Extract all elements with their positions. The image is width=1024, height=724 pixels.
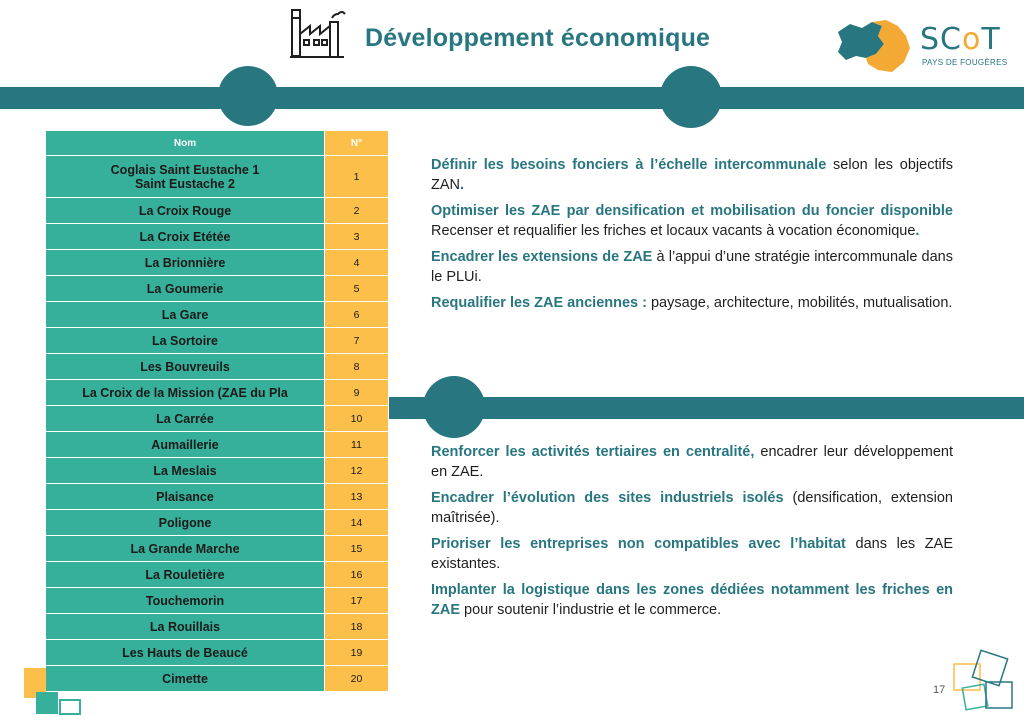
objective-heading: Renforcer les activités tertiaires en centralité,: [431, 444, 755, 460]
objective-paragraph: [431, 534, 953, 574]
objective-paragraph: [431, 442, 953, 482]
row-name: Les Hauts de Beaucé: [46, 640, 325, 666]
column-header-name: Nom: [46, 131, 325, 156]
decorative-squares-right: [948, 646, 1024, 722]
row-name: Plaisance: [46, 484, 325, 510]
logo-wordmark-prefix: SC: [920, 22, 962, 57]
band-circle-right: [660, 66, 722, 128]
factory-icon: [288, 6, 346, 60]
row-number: 6: [325, 302, 389, 328]
table-row: [46, 250, 389, 276]
row-name: Touchemorin: [46, 588, 325, 614]
objective-paragraph: [431, 201, 953, 241]
objective-heading: Encadrer l’évolution des sites industriels isolés: [431, 490, 784, 506]
territory-map-icon: [832, 18, 914, 76]
section-2-text: [431, 442, 953, 626]
table-row: [46, 224, 389, 250]
objective-text: à l’appui d’une stratégie intercommunale dans le PLUi.: [431, 249, 953, 285]
objective-text: (densification, extension maîtrisée).: [431, 490, 953, 526]
table-row: [46, 536, 389, 562]
row-name-line: Coglais Saint Eustache 1: [110, 162, 260, 177]
row-number: 14: [325, 510, 389, 536]
table-row: [46, 588, 389, 614]
table-row: [46, 406, 389, 432]
table-row: [46, 198, 389, 224]
row-name: La Gare: [46, 302, 325, 328]
row-number: 15: [325, 536, 389, 562]
scot-logo: [832, 18, 1012, 78]
row-name: La Sortoire: [46, 328, 325, 354]
header-band: [0, 87, 1024, 109]
row-name: Les Bouvreuils: [46, 354, 325, 380]
row-name: La Croix de la Mission (ZAE du Pla: [46, 380, 325, 406]
row-name-line: Saint Eustache 2: [134, 176, 236, 191]
objective-heading: Implanter la logistique dans les zones dédiées notamment les friches en ZAE: [431, 582, 953, 618]
objective-heading: Optimiser les ZAE par densification et mobilisation du foncier disponible: [431, 203, 953, 219]
row-name: La Meslais: [46, 458, 325, 484]
row-name: La Croix Etétée: [46, 224, 325, 250]
row-number: 10: [325, 406, 389, 432]
row-name: [46, 156, 325, 198]
row-number: 2: [325, 198, 389, 224]
objective-heading: Définir les besoins fonciers à l’échelle intercommunale: [431, 157, 827, 173]
objective-paragraph: [431, 155, 953, 195]
row-name: Poligone: [46, 510, 325, 536]
objective-paragraph: [431, 293, 953, 313]
table-row: [46, 156, 389, 198]
row-number: 3: [325, 224, 389, 250]
row-name: La Grande Marche: [46, 536, 325, 562]
zae-table: [45, 130, 389, 692]
decorative-squares-left: [20, 664, 90, 720]
table-row: [46, 640, 389, 666]
row-name: Aumaillerie: [46, 432, 325, 458]
logo-wordmark-o: o: [962, 22, 982, 57]
row-number: 11: [325, 432, 389, 458]
table-row: [46, 510, 389, 536]
section-1-text: [431, 155, 953, 319]
row-number: 16: [325, 562, 389, 588]
column-header-number: N°: [325, 131, 389, 156]
objective-paragraph: [431, 247, 953, 287]
row-number: 7: [325, 328, 389, 354]
table-row: [46, 432, 389, 458]
table-row: [46, 562, 389, 588]
table-row: [46, 354, 389, 380]
table-row: [46, 276, 389, 302]
section-band-circle: [423, 376, 485, 438]
objective-text: encadrer leur développement en ZAE.: [431, 444, 953, 480]
row-name: La Brionnière: [46, 250, 325, 276]
row-name: La Carrée: [46, 406, 325, 432]
row-number: 19: [325, 640, 389, 666]
objective-text: pour soutenir l’industrie et le commerce.: [460, 602, 722, 618]
page-number: 17: [933, 684, 946, 696]
page-title: Développement économique: [365, 24, 711, 52]
logo-tagline: PAYS DE FOUGÈRES: [922, 58, 1008, 67]
table-row: [46, 484, 389, 510]
row-number: 1: [325, 156, 389, 198]
row-name: La Croix Rouge: [46, 198, 325, 224]
row-number: 18: [325, 614, 389, 640]
objective-text: Recenser et requalifier les friches et locaux vacants à vocation économique: [431, 223, 916, 239]
table-row: [46, 666, 389, 692]
objective-end: .: [460, 177, 465, 193]
objective-text: dans les ZAE existantes.: [431, 536, 954, 572]
objective-heading: Encadrer les extensions de ZAE: [431, 249, 653, 265]
row-number: 5: [325, 276, 389, 302]
objective-text: paysage, architecture, mobilités, mutualisation.: [646, 295, 953, 311]
table-row: [46, 328, 389, 354]
table-row: [46, 458, 389, 484]
objective-end: .: [915, 223, 920, 239]
row-number: 9: [325, 380, 389, 406]
row-number: 12: [325, 458, 389, 484]
row-name: La Goumerie: [46, 276, 325, 302]
objective-text: selon les objectifs ZAN: [431, 157, 953, 193]
row-number: 17: [325, 588, 389, 614]
row-number: 8: [325, 354, 389, 380]
band-circle-left: [218, 66, 278, 126]
table-row: [46, 614, 389, 640]
row-name: La Rouletière: [46, 562, 325, 588]
row-name: Cimette: [46, 666, 325, 692]
table-row: [46, 302, 389, 328]
table-row: [46, 380, 389, 406]
row-number: 13: [325, 484, 389, 510]
row-number: 4: [325, 250, 389, 276]
row-name: La Rouillais: [46, 614, 325, 640]
objective-heading: Prioriser les entreprises non compatibles avec l’habitat: [431, 536, 846, 552]
objective-paragraph: [431, 580, 953, 620]
objective-heading: Requalifier les ZAE anciennes :: [431, 295, 647, 311]
logo-wordmark-suffix: T: [981, 22, 1001, 57]
logo-wordmark: [920, 22, 1001, 57]
objective-paragraph: [431, 488, 953, 528]
table-header-row: [46, 131, 389, 156]
row-number: 20: [325, 666, 389, 692]
